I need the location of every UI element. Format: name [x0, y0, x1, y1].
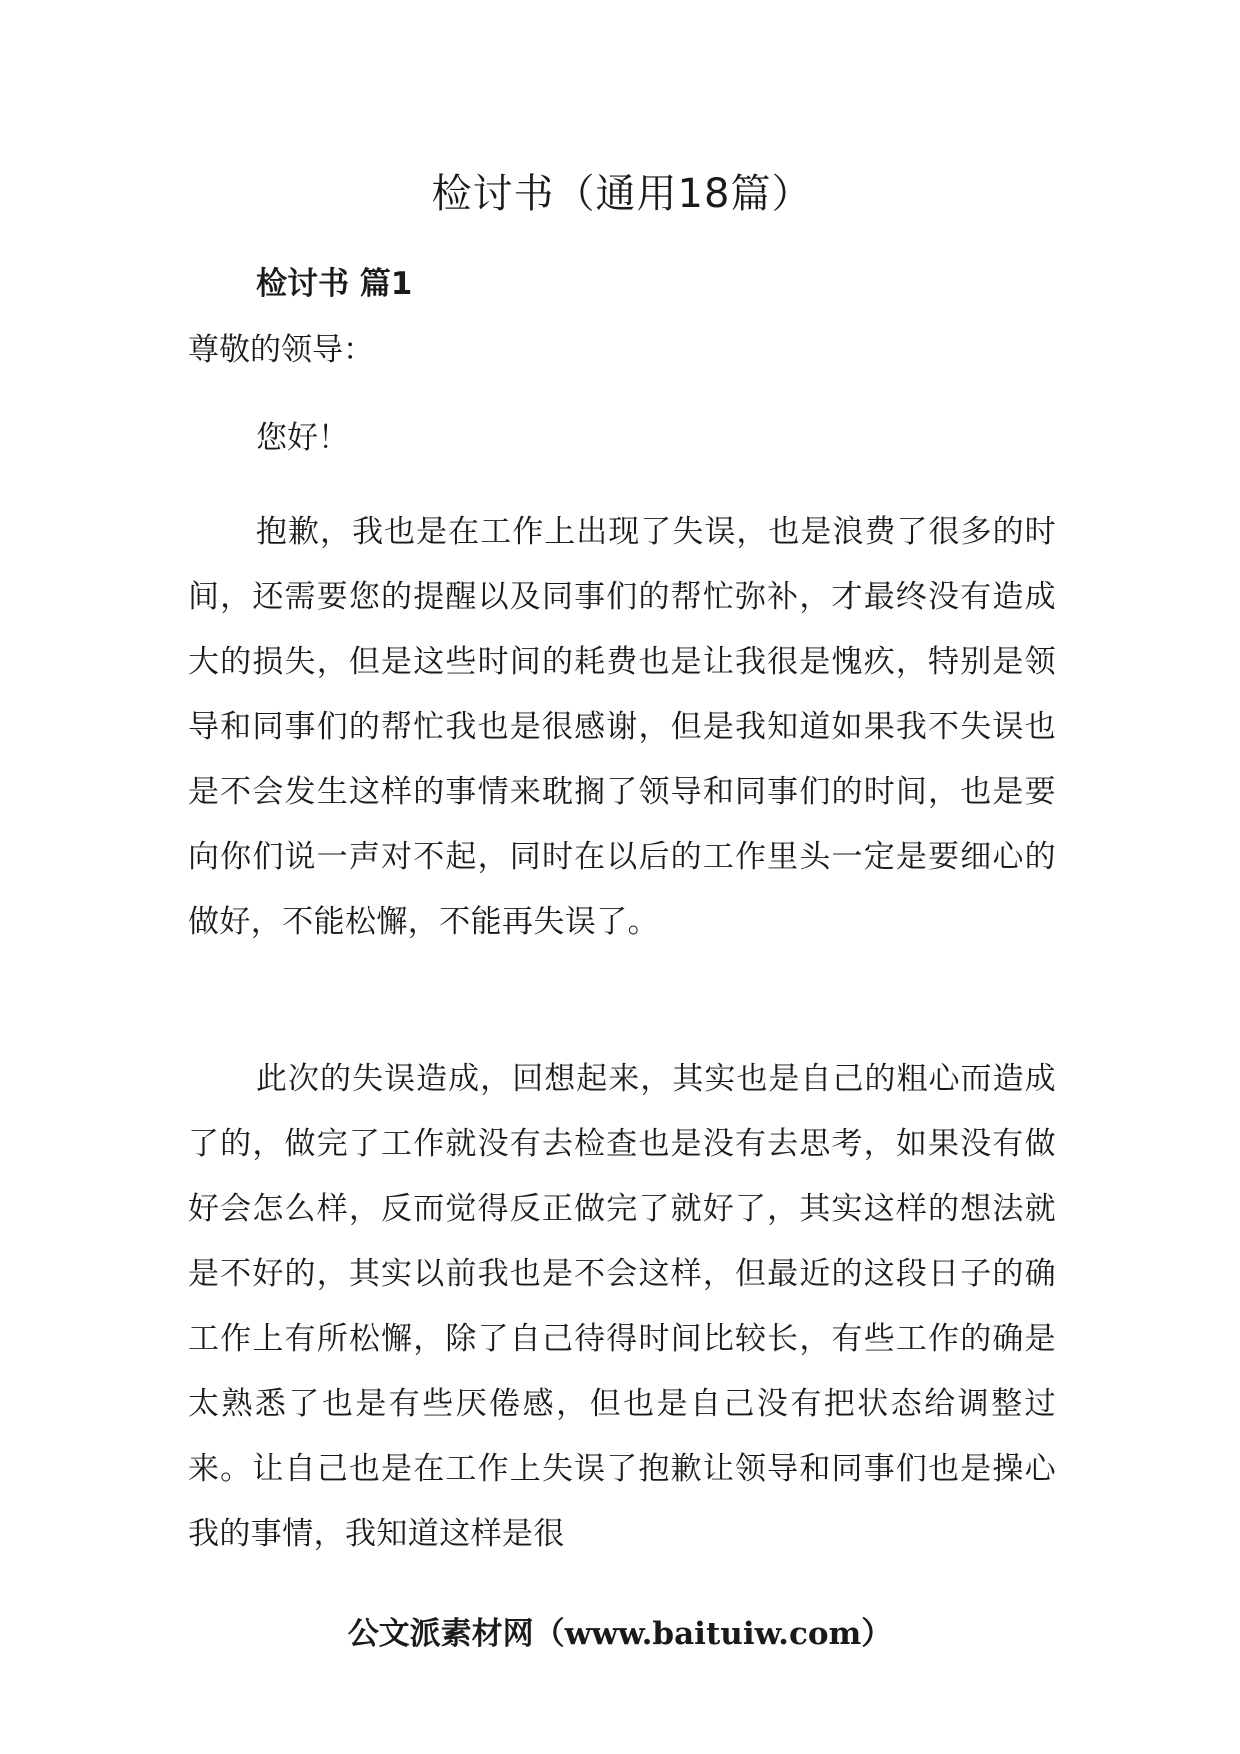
section-heading: 检讨书 篇1 [256, 266, 413, 302]
body-paragraph: 此次的失误造成，回想起来，其实也是自己的粗心而造成了的，做完了工作就没有去检查也是没有去思考，如果没有做好会怎么样，反而觉得反正做完了就好了，其实这样的想法就是不好的，其实以前我也是不会这样，但最近的这段日子的确工作上有所松懈，除了自己待得时间比较长，有些工作的确是太熟悉了也是有些厌倦感，但也是自己没有把状态给调整过来。让自己也是在工作上失误了抱歉让领导和同事们也是操心我的事情，我知道这样是很 [188, 1061, 1056, 1552]
greeting: 您好！ [256, 420, 349, 456]
body-paragraph: 抱歉，我也是在工作上出现了失误，也是浪费了很多的时间，还需要您的提醒以及同事们的帮忙弥补，才最终没有造成大的损失，但是这些时间的耗费也是让我很是愧疚，特别是领导和同事们的帮忙我也是很感谢，但是我知道如果我不失误也是不会发生这样的事情来耽搁了领导和同事们的时间，也是要向你们说一声对不起，同时在以后的工作里头一定是要细心的做好，不能松懈，不能再失误了。 [188, 514, 1056, 940]
salutation: 尊敬的领导： [188, 332, 374, 368]
footer-watermark: 公文派素材网（www.baituiw.com） [347, 1616, 893, 1652]
document-title: 检讨书（通用18篇） [431, 171, 813, 217]
